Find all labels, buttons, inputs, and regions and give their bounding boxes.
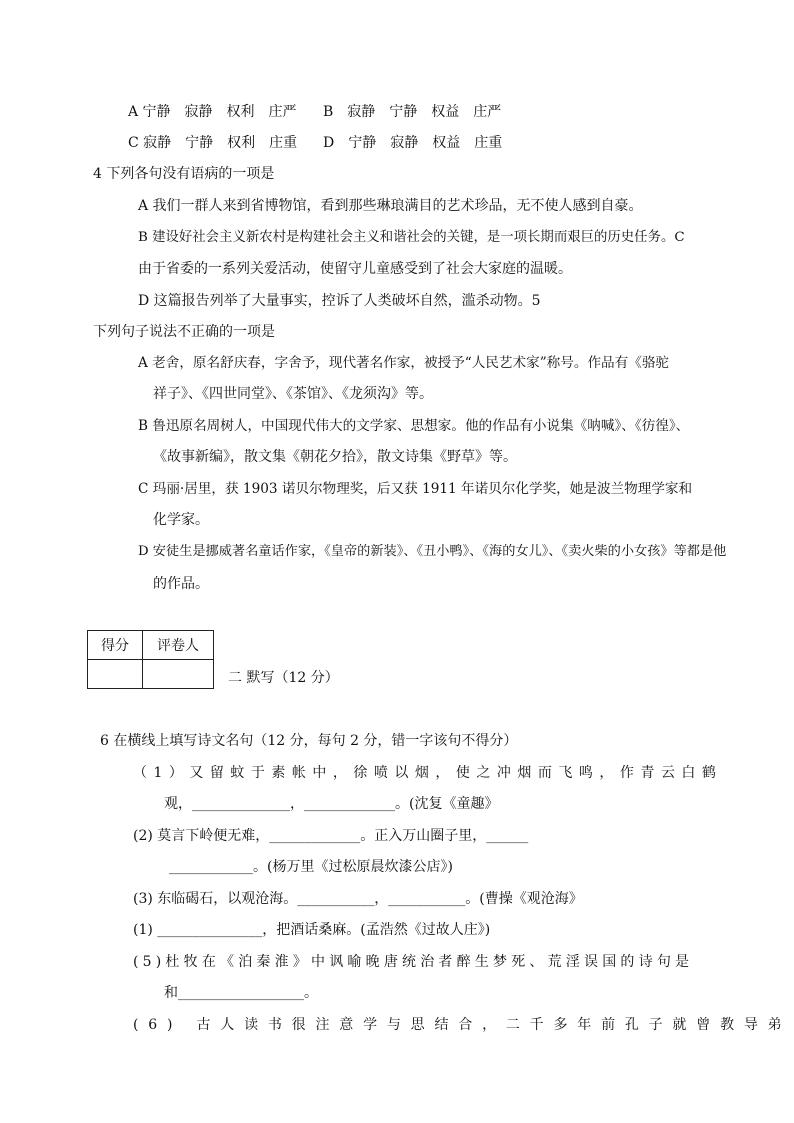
q5-option-a-line2: 祥子》、《四世同堂》、《茶馆》、《龙须沟》等。 — [153, 386, 433, 402]
q6-item-2-line1: (2) 莫言下岭便无难，_____________。正入万山圈子里，______ — [133, 828, 529, 844]
q6-stem: 6 在横线上填写诗文名句（12 分，每句 2 分，错一字该句不得分） — [100, 733, 518, 749]
q6-item-4: (1) _______________，把酒话桑麻。(孟浩然《过故人庄》) — [133, 922, 491, 938]
q6-item-2-line2: ____________。(杨万里《过松原晨炊漆公店》) — [169, 859, 453, 875]
q3-option-b: B 寂静 宁静 权益 庄严 — [323, 104, 502, 120]
grader-label: 评卷人 — [143, 631, 214, 660]
score-label: 得分 — [88, 631, 143, 660]
q3-option-d: D 宁静 寂静 权益 庄重 — [323, 135, 503, 151]
score-table — [87, 630, 214, 689]
q6-item-1-line2: 观，______________，_____________。(沈复《童趣》 — [164, 796, 499, 812]
score-cell[interactable] — [88, 660, 143, 689]
grader-cell[interactable] — [143, 660, 214, 689]
q6-item-5-line1: (5)杜牧在《泊秦淮》中讽喻晚唐统治者醉生梦死、荒淫误国的诗句是 — [133, 954, 694, 970]
q5-stem: 下列句子说法不正确的一项是 — [93, 324, 275, 340]
q4-option-a: A 我们一群人来到省博物馆，看到那些琳琅满目的艺术珍品，无不使人感到自豪。 — [138, 198, 643, 214]
q4-option-c: 由于省委的一系列关爱活动，使留守儿童感受到了社会大家庭的温暖。 — [138, 261, 572, 277]
q6-item-3: (3) 东临碣石，以观沧海。___________，___________。(曹操《观沧海》 — [133, 891, 583, 907]
q3-option-c: C 寂静 宁静 权利 庄重 — [128, 135, 298, 151]
section-2-title: 二 默写（12 分） — [228, 670, 339, 686]
q5-option-c-line1: C 玛丽·居里，获 1903 诺贝尔物理奖，后又获 1911 年诺贝尔化学奖，她是波兰物理学家和 — [138, 481, 693, 497]
q5-option-b-line1: B 鲁迅原名周树人，中国现代伟大的文学家、思想家。他的作品有小说集《呐喊》、《彷徨》、 — [138, 418, 690, 434]
q4-option-b: B 建设好社会主义新农村是构建社会主义和谐社会的关键，是一项长期而艰巨的历史任务。C — [138, 230, 685, 245]
q5-option-d-line2: 的作品。 — [153, 576, 209, 592]
q4-option-d: D 这篇报告列举了大量事实，控诉了人类破坏自然，滥杀动物。5 — [138, 293, 541, 309]
q5-option-b-line2: 《故事新编》，散文集《朝花夕拾》，散文诗集《野草》等。 — [153, 449, 517, 465]
q6-item-1-line1: （1）又留蚊于素帐中，徐喷以烟，使之冲烟而飞鸣，作青云白鹤 — [133, 765, 723, 781]
q3-option-a: A 宁静 寂静 权利 庄严 — [128, 104, 297, 120]
q5-option-c-line2: 化学家。 — [153, 512, 209, 528]
q5-option-a-line1: A 老舍，原名舒庆春，字舍予，现代著名作家，被授予“人民艺术家”称号。作品有《骆驼 — [138, 355, 670, 371]
q5-option-d-line1: D 安徒生是挪威著名童话作家，《皇帝的新装》、《丑小鸭》、《海的女儿》、《卖火柴的小女孩》等都是他 — [138, 544, 727, 559]
q6-item-5-line2: 和__________________。 — [164, 985, 318, 1001]
q4-stem: 4 下列各句没有语病的一项是 — [93, 166, 275, 182]
q6-item-6-line1: (6) 古人读书很注意学与思结合，二千多年前孔子就曾教导弟 — [133, 1017, 792, 1033]
